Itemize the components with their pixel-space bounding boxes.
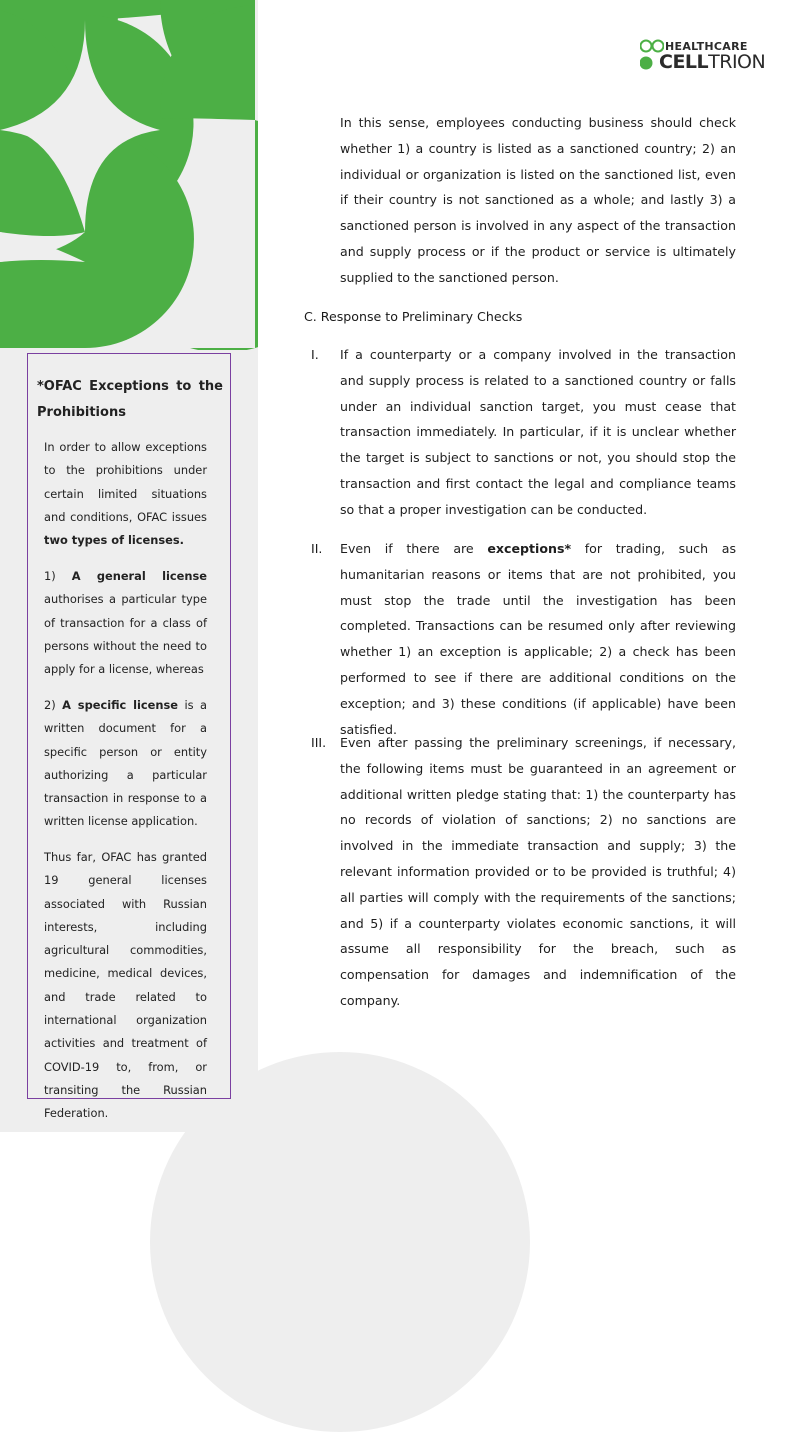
item-i-text: If a counterparty or a company involved in the transaction and supply process is related to a sanctioned country or falls under an individual sanction target, you must cease that transaction immediately. In particular, if it is unclear whether the target is subject to sanctions or not, you should stop the transaction and first contact the legal and compliance teams so that a proper investigation can be conducted.: [340, 347, 736, 517]
logo-healthcare-text: HEALTHCARE: [665, 40, 748, 53]
box-paragraph-general-license: 1) A general license authorises a particular type of transaction for a class of persons without the need to apply for a license, whereas: [44, 569, 208, 677]
numeral-i: I.: [311, 347, 319, 362]
ofac-exceptions-box: [27, 353, 231, 1121]
decorative-green-shapes: [0, 0, 258, 350]
box-paragraph-intro: In order to allow exceptions to the prohibitions under certain limited situations and conditions, OFAC issues two types of licenses.: [44, 440, 207, 548]
intro-paragraph: In this sense, employees conducting business should check whether 1) a country is listed as a sanctioned country; 2) an individual or organization is listed on the sanctioned list, even if their country is not sanctioned as a whole; and lastly 3) a sanctioned person is involved in any aspect of the transaction and supply process or if the product or service is ultimately supplied to the sanctioned person.: [340, 115, 736, 285]
box-paragraph-specific-license: 2) A specific license is a written document for a specific person or entity authorizing a particular transaction in response to a written license application.: [44, 698, 208, 829]
item-ii-text: Even if there are exceptions* for trading, such as humanitarian reasons or items that are not prohibited, you must stop the trade until the investigation has been completed. Transactions can be resumed only after reviewing whether 1) an exception is applicable; 2) a check has been performed to see if there are additional conditions on the exception; and 3) these conditions (if applicable) have been satisfied.: [340, 541, 737, 737]
item-iii-text: Even after passing the preliminary screenings, if necessary, the following items must be guaranteed in an agreement or additional written pledge stating that: 1) the counterparty has no records of violation of sanctions; 2) no sanctions are involved in the immediate transaction and supply; 3) the relevant information provided or to be provided is truthful; 4) all parties will comply with the requirements of the sanctions; and 5) if a counterparty violates economic sanctions, it will assume all responsibility for the breach, such as compensation for damages and indemnification of the company.: [340, 735, 736, 1008]
logo-celltrion-text: CELLTRION: [659, 51, 766, 73]
celltrion-healthcare-logo: [640, 38, 770, 74]
numeral-iii: III.: [311, 735, 327, 750]
box-title: *OFAC Exceptions to the Prohibitions: [37, 379, 223, 420]
box-paragraph-general-licenses-count: Thus far, OFAC has granted 19 general licenses associated with Russian interests, including agricultural commodities, medicine, medical devices, and trade related to international organization activities and treatment of COVID-19 to, from, or transiting the Russian Federation.: [44, 850, 207, 1121]
bottom-decorative-curve: [150, 1052, 530, 1432]
numeral-ii: II.: [311, 541, 323, 556]
section-heading: C. Response to Preliminary Checks: [304, 309, 523, 324]
